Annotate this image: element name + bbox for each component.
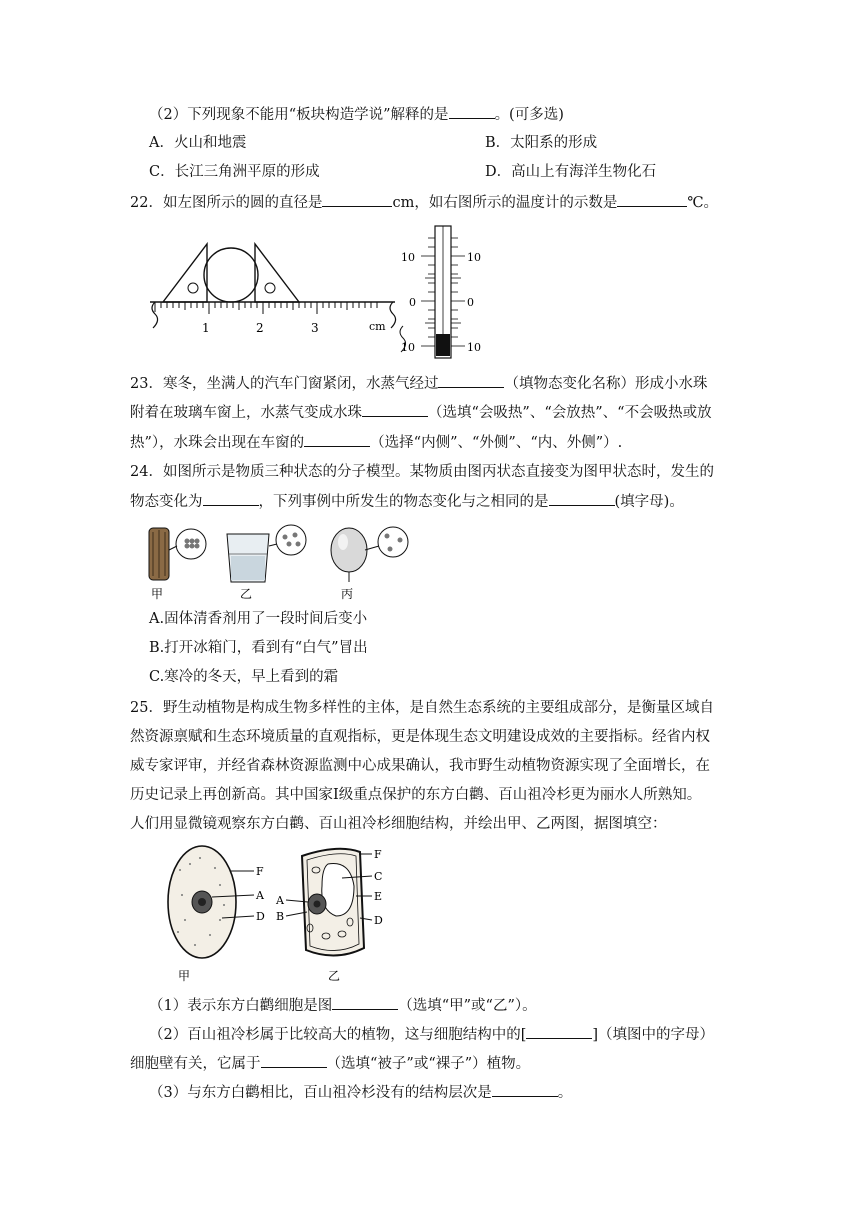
q24-l2-pre: 物态变化为: [130, 494, 203, 510]
ruler-circle-figure: [145, 240, 405, 340]
q25-sub1: [149, 995, 537, 1016]
q24-option-b: B.打开冰箱门，看到有“白气”冒出: [149, 640, 368, 656]
thermo-label-10-right: 10: [467, 251, 481, 264]
q22-post: ℃。: [687, 195, 719, 211]
answer-blank[interactable]: [549, 491, 615, 506]
q22-pre: 22．如左图所示的圆的直径是: [130, 195, 323, 211]
q24-option-c: C.寒冷的冬天，早上看到的霜: [149, 669, 339, 685]
cell-yi-label-b: B: [276, 910, 285, 923]
q25-sub2b: [130, 1053, 530, 1074]
cell-yi-label-d: D: [374, 914, 383, 927]
q21-option-b: B．太阳系的形成: [485, 135, 598, 151]
q24-option-a: A.固体清香剂用了一段时间后变小: [149, 611, 368, 627]
q21-sub2: [149, 104, 564, 125]
q24-line2: [130, 491, 684, 512]
answer-blank[interactable]: [304, 432, 370, 447]
q24-line1: 24．如图所示是物质三种状态的分子模型。某物质由图丙状态直接变为图甲状态时，发生的: [130, 464, 714, 480]
ruler-label-1: 1: [202, 321, 210, 335]
ruler-label-2: 2: [256, 321, 264, 335]
q25-s1-pre: （1）表示东方白鹳细胞是图: [149, 998, 333, 1014]
q23-line2: [130, 402, 712, 423]
q25-line1: 25．野生动植物是构成生物多样性的主体，是自然生态系统的主要组成部分，是衡量区域自: [130, 700, 714, 716]
molecule-states-figure: [143, 520, 423, 602]
cell-yi-label-f: F: [374, 848, 382, 861]
q23-l3-pre: 热”），水珠会出现在车窗的: [130, 435, 305, 451]
answer-blank[interactable]: [526, 1024, 592, 1039]
thermo-label-neg10-right: 10: [467, 341, 481, 354]
q25-s3-post: 。: [557, 1085, 573, 1101]
q25-line3: 威专家评审，并经省森林资源监测中心成果确认，我市野生动植物资源实现了全面增长，在: [130, 758, 710, 774]
answer-blank[interactable]: [438, 373, 504, 388]
answer-blank[interactable]: [322, 192, 392, 207]
cell-jia-label-a: A: [256, 889, 264, 902]
thermo-label-0-right: 0: [467, 296, 474, 309]
q22-stem: [130, 192, 718, 213]
q25-sub3: [149, 1082, 572, 1103]
q25-line5: 人们用显微镜观察东方白鹳、百山祖冷杉细胞结构，并绘出甲、乙两图，据图填空：: [130, 816, 667, 832]
cell-jia-label-f: F: [256, 865, 264, 878]
q24-l2-mid: ，下列事例中所发生的物态变化与之相同的是: [258, 494, 549, 510]
ruler-label-3: 3: [311, 321, 319, 335]
q25-line2: 然资源禀赋和生态环境质量的直观指标，更是体现生态文明建设成效的主要指标。经省内权: [130, 729, 710, 745]
q25-line4: 历史记录上再创新高。其中国家Ⅰ级重点保护的东方白鹳、百山祖冷杉更为丽水人所熟知。: [130, 787, 702, 803]
q21-sub2-pre: （2）下列现象不能用“板块构造学说”解释的是: [149, 107, 449, 123]
q23-l2-post: （选填“会吸热”、“会放热”、“不会吸热或放: [428, 405, 712, 421]
cell-structure-figure: [160, 840, 410, 985]
fig-label-yi: 乙: [240, 587, 253, 601]
cell-yi-label-c: C: [374, 870, 383, 883]
q24-l2-post: (填字母)。: [614, 494, 684, 510]
ruler-unit: cm: [369, 320, 386, 333]
q25-s2b-pre: 细胞壁有关，它属于: [130, 1056, 261, 1072]
answer-blank[interactable]: [261, 1053, 327, 1068]
q25-s2-post: ]（填图中的字母）: [592, 1027, 715, 1043]
q25-s2b-post: （选填“被子”或“裸子”）植物。: [326, 1056, 531, 1072]
answer-blank[interactable]: [617, 192, 687, 207]
q21-sub2-post: 。(可多选): [494, 107, 564, 123]
answer-blank[interactable]: [492, 1082, 558, 1097]
q25-s3-pre: （3）与东方白鹳相比，百山祖冷杉没有的结构层次是: [149, 1085, 492, 1101]
answer-blank[interactable]: [203, 491, 259, 506]
cell-yi-label-e: E: [374, 890, 383, 903]
q21-option-a: A．火山和地震: [149, 135, 247, 151]
fig-label-jia: 甲: [151, 587, 164, 601]
answer-blank[interactable]: [362, 402, 428, 417]
cell-jia-caption: 甲: [178, 969, 191, 983]
q21-option-d: D．高山上有海洋生物化石: [485, 164, 657, 180]
q23-line1: [130, 373, 707, 394]
q23-l1-post: （填物态变化名称）形成小水珠: [504, 376, 708, 392]
thermo-label-10-left: 10: [401, 251, 415, 264]
q25-s2-pre: （2）百山祖冷杉属于比较高大的植物，这与细胞结构中的[: [149, 1027, 527, 1043]
answer-blank[interactable]: [449, 104, 495, 119]
q21-option-c: C．长江三角洲平原的形成: [149, 164, 320, 180]
q25-sub2: [149, 1024, 714, 1045]
q23-l2-pre: 附着在玻璃车窗上，水蒸气变成水珠: [130, 405, 362, 421]
q23-line3: [130, 432, 622, 453]
thermo-label-0-left: 0: [409, 296, 416, 309]
answer-blank[interactable]: [332, 995, 398, 1010]
cell-jia-label-d: D: [256, 910, 265, 923]
fig-label-bing: 丙: [341, 587, 354, 601]
q25-s1-post: （选填“甲”或“乙”）。: [398, 998, 537, 1014]
q23-l3-post: （选择“内侧”、“外侧”、“内、外侧”）.: [370, 435, 623, 451]
cell-yi-label-a: A: [276, 894, 284, 907]
q23-l1-pre: 23．寒冬，坐满人的汽车门窗紧闭，水蒸气经过: [130, 376, 439, 392]
thermo-label-neg10-left: 10: [401, 341, 415, 354]
thermometer-figure: [395, 222, 490, 362]
cell-yi-caption: 乙: [328, 969, 341, 983]
q22-mid: cm，如右图所示的温度计的示数是: [392, 195, 618, 211]
